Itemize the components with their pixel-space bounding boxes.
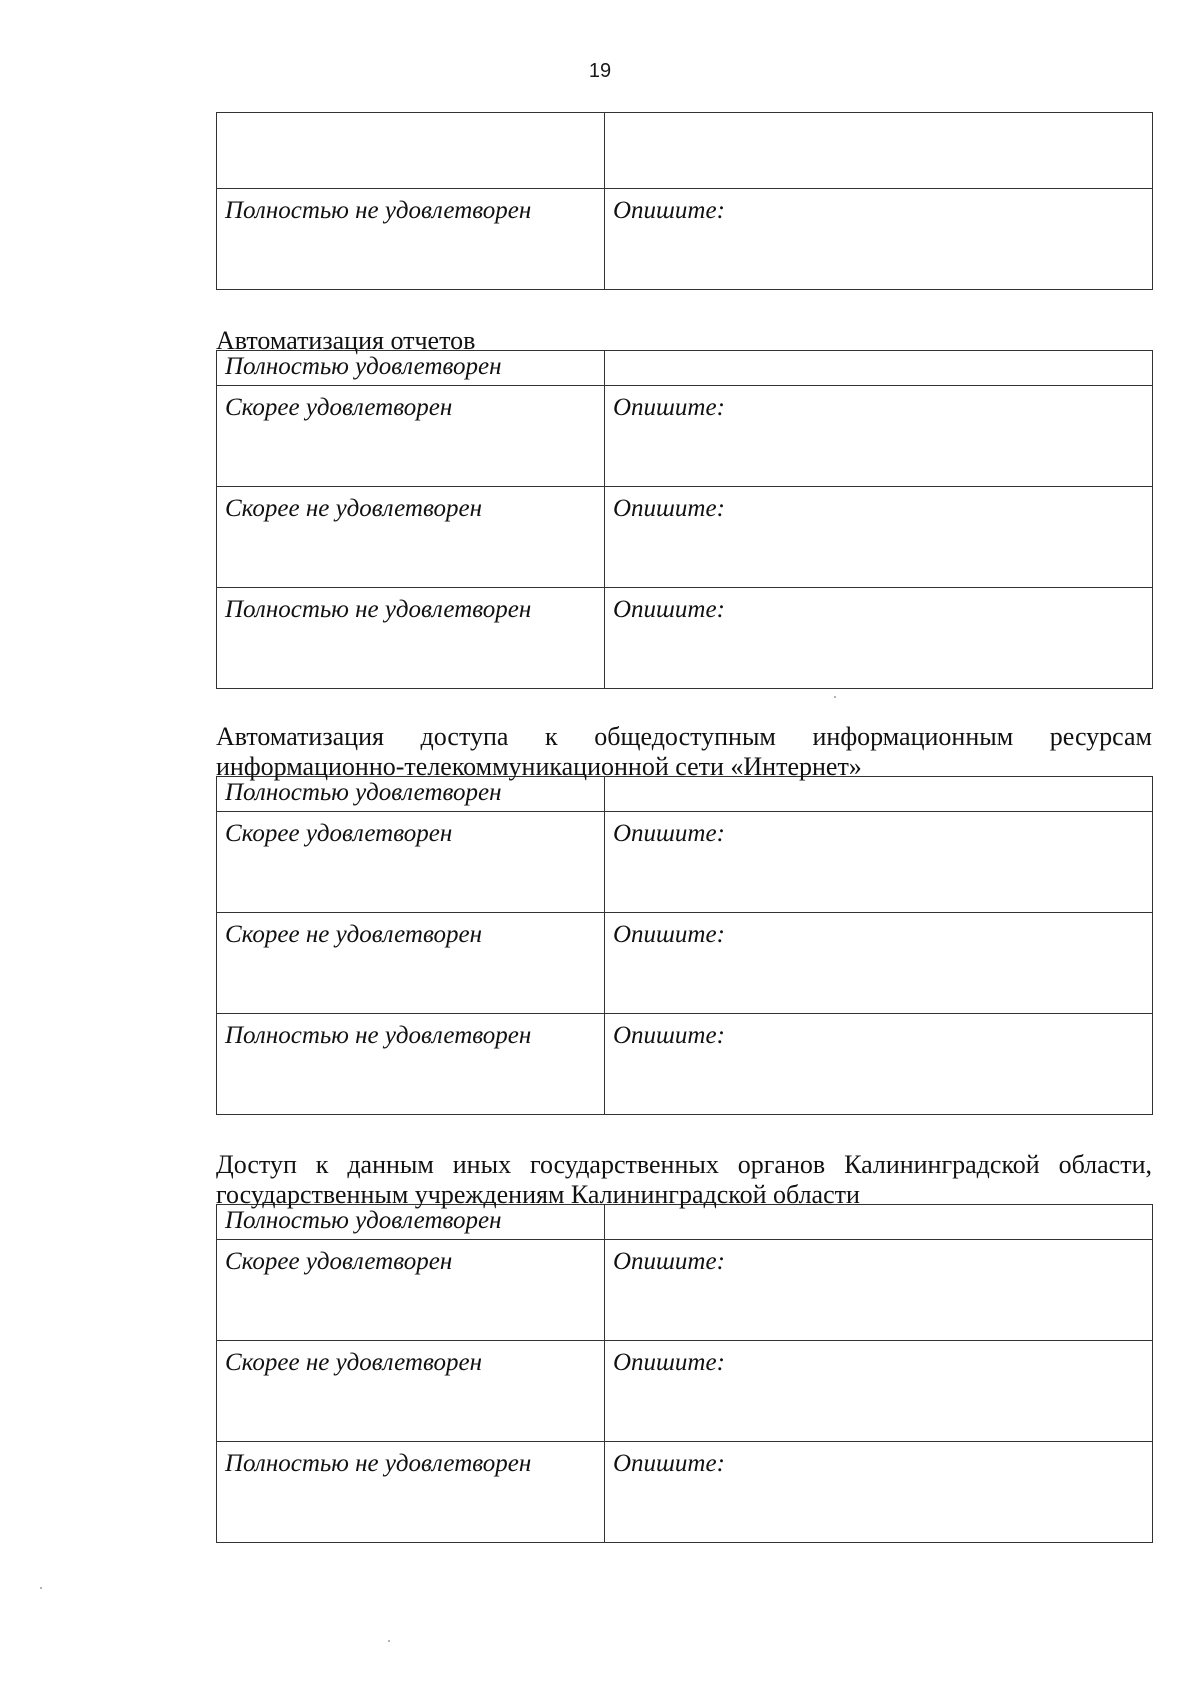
table-row bbox=[217, 1442, 1153, 1543]
comment-cell[interactable]: Опишите: bbox=[605, 487, 1153, 588]
section-state-data-access bbox=[216, 1150, 1152, 1543]
comment-cell[interactable]: Опишите: bbox=[605, 588, 1153, 689]
scan-speck bbox=[834, 696, 836, 698]
section-internet-access-automation bbox=[216, 722, 1152, 1115]
table-row bbox=[217, 189, 1153, 290]
comment-cell[interactable]: Опишите: bbox=[605, 1442, 1153, 1543]
section-heading: Автоматизация доступа к общедоступным информационным ресурсам информационно-телекоммуникационной сети «Интернет» bbox=[216, 722, 1152, 781]
rating-cell: Скорее не удовлетворен bbox=[217, 1341, 605, 1442]
scan-speck bbox=[40, 1587, 42, 1589]
comment-cell[interactable] bbox=[605, 113, 1153, 189]
rating-table bbox=[216, 776, 1153, 1115]
table-row bbox=[217, 588, 1153, 689]
rating-cell: Полностью удовлетворен bbox=[217, 1205, 605, 1240]
table-row bbox=[217, 1014, 1153, 1115]
rating-table bbox=[216, 350, 1153, 689]
rating-cell: Скорее удовлетворен bbox=[217, 1240, 605, 1341]
comment-cell[interactable]: Опишите: bbox=[605, 386, 1153, 487]
section-heading: Доступ к данным иных государственных органов Калининградской области, государственным учреждениям Калининградской области bbox=[216, 1150, 1152, 1209]
comment-cell[interactable]: Опишите: bbox=[605, 812, 1153, 913]
table-row bbox=[217, 487, 1153, 588]
comment-cell[interactable]: Опишите: bbox=[605, 913, 1153, 1014]
rating-cell: Скорее удовлетворен bbox=[217, 812, 605, 913]
rating-cell: Полностью не удовлетворен bbox=[217, 588, 605, 689]
table-row bbox=[217, 812, 1153, 913]
table-row bbox=[217, 1240, 1153, 1341]
section-report-automation bbox=[216, 326, 1152, 689]
rating-cell: Полностью не удовлетворен bbox=[217, 1442, 605, 1543]
continued-rating-table bbox=[216, 112, 1152, 290]
table-row bbox=[217, 113, 1153, 189]
comment-cell[interactable]: Опишите: bbox=[605, 1341, 1153, 1442]
comment-cell[interactable]: Опишите: bbox=[605, 189, 1153, 290]
comment-cell[interactable]: Опишите: bbox=[605, 1014, 1153, 1115]
rating-cell bbox=[217, 113, 605, 189]
page-number: 19 bbox=[588, 60, 612, 82]
table-row bbox=[217, 386, 1153, 487]
rating-cell: Полностью удовлетворен bbox=[217, 351, 605, 386]
rating-cell: Полностью удовлетворен bbox=[217, 777, 605, 812]
rating-cell: Скорее не удовлетворен bbox=[217, 487, 605, 588]
scan-speck bbox=[388, 1640, 390, 1642]
section-heading: Автоматизация отчетов bbox=[216, 326, 476, 355]
table-row bbox=[217, 1341, 1153, 1442]
rating-cell: Скорее удовлетворен bbox=[217, 386, 605, 487]
table-row bbox=[217, 913, 1153, 1014]
rating-cell: Скорее не удовлетворен bbox=[217, 913, 605, 1014]
comment-cell[interactable]: Опишите: bbox=[605, 1240, 1153, 1341]
rating-cell: Полностью не удовлетворен bbox=[217, 189, 605, 290]
rating-table bbox=[216, 1204, 1153, 1543]
rating-cell: Полностью не удовлетворен bbox=[217, 1014, 605, 1115]
